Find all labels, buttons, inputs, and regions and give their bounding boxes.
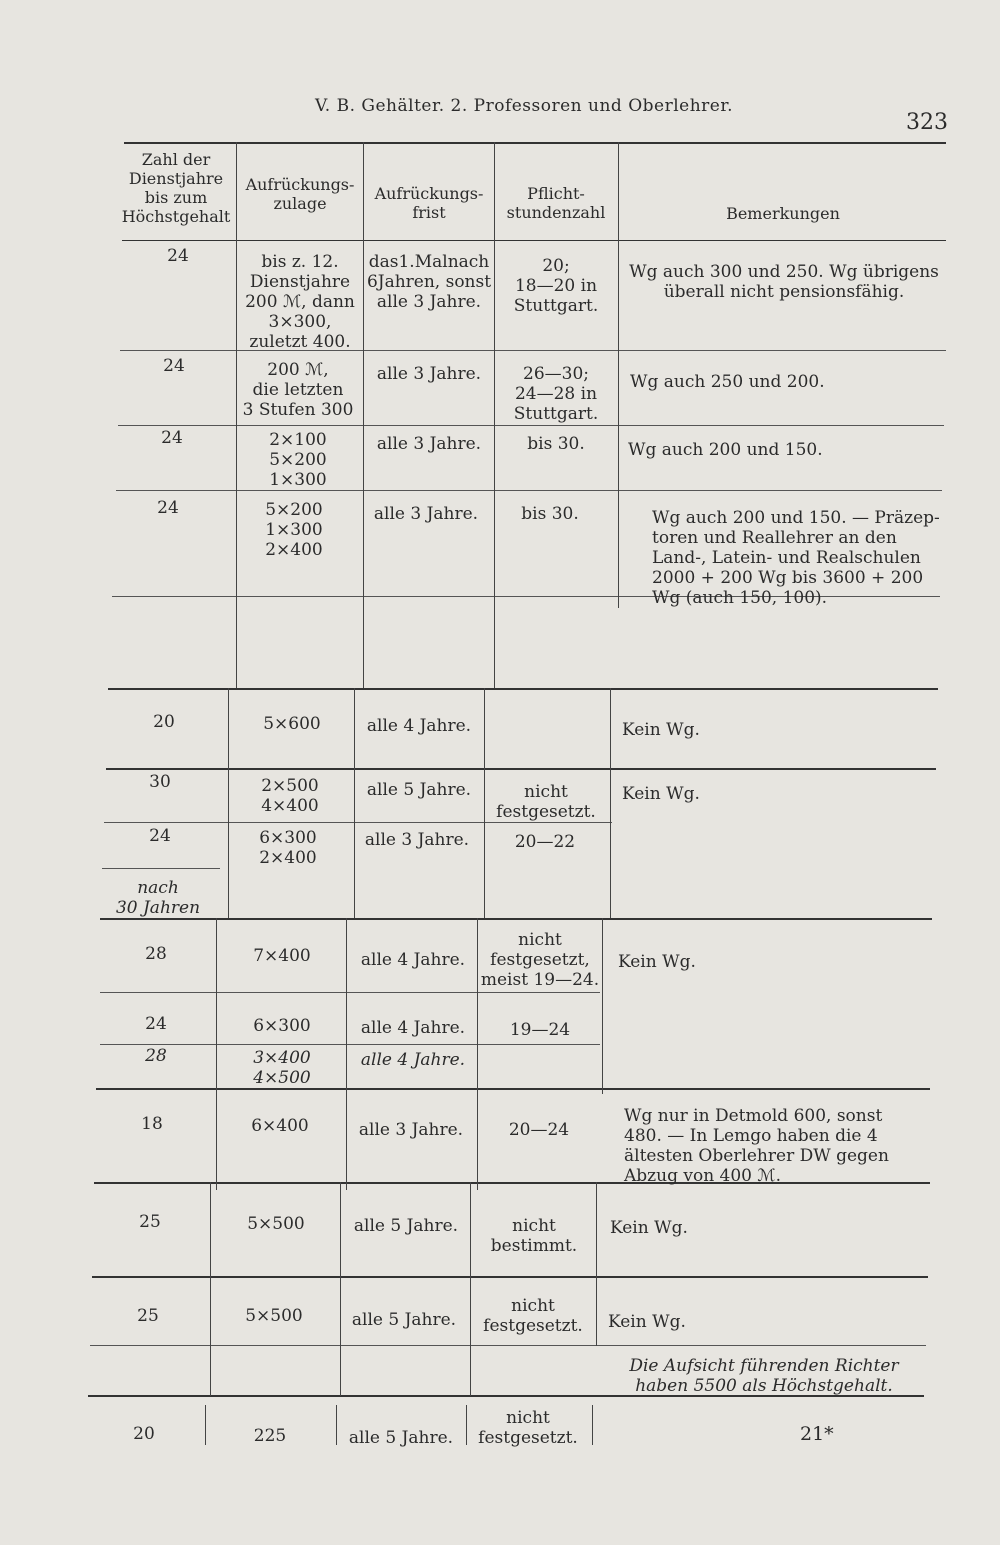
cell-increment: 2×500 4×400: [261, 776, 319, 816]
cell-hours: 20—24: [508, 1120, 570, 1140]
header-increment: Aufrückungs- zulage: [245, 175, 355, 213]
cell-interval: alle 5 Jahre.: [351, 1310, 457, 1330]
header-bottom-rule: [122, 240, 946, 241]
cell-years: 24: [167, 246, 189, 266]
column-rule: [592, 1405, 593, 1445]
cell-years: 25: [139, 1212, 161, 1232]
cell-years: 24: [161, 428, 183, 448]
cell-interval: das1.Malnach 6Jahren, sonst alle 3 Jahre.: [366, 252, 492, 312]
table-top-rule: [124, 142, 946, 144]
cell-hours: bis 30.: [527, 434, 585, 454]
cell-increment: bis z. 12. Dienstjahre 200 ℳ, dann 3×300, zuletzt 400.: [245, 252, 355, 352]
header-years: Zahl der Dienstjahre bis zum Höchstgehalt: [121, 150, 231, 226]
cell-increment: 6×300 2×400: [259, 828, 317, 868]
cell-years: 30: [149, 772, 171, 792]
cell-remarks: Kein Wg.: [610, 1218, 688, 1238]
cell-years: 24: [145, 1014, 167, 1034]
cell-interval: alle 4 Jahre.: [366, 716, 472, 736]
cell-interval: alle 3 Jahre.: [376, 434, 482, 454]
cell-interval: alle 4 Jahre.: [360, 1050, 466, 1070]
printer-signature: 21*: [800, 1423, 834, 1445]
cell-years: 20: [153, 712, 175, 732]
section-rule: [96, 1088, 930, 1090]
cell-remarks: Kein Wg.: [618, 952, 696, 972]
cell-increment: 6×300: [253, 1016, 311, 1036]
column-rule: [610, 688, 611, 918]
column-rule: [210, 1182, 211, 1396]
cell-remarks: Kein Wg.: [622, 784, 700, 804]
column-rule: [346, 918, 347, 1190]
cell-increment: 7×400: [253, 946, 311, 966]
cell-interval: alle 5 Jahre.: [348, 1428, 454, 1448]
cell-interval: alle 3 Jahre.: [376, 364, 482, 384]
cell-interval: alle 4 Jahre.: [360, 950, 466, 970]
row-rule: [90, 1345, 926, 1346]
cell-increment: 5×500: [247, 1214, 305, 1234]
column-rule: [340, 1182, 341, 1396]
cell-hours: 19—24: [509, 1020, 571, 1040]
row-rule: [118, 425, 944, 426]
page-number: 323: [906, 110, 948, 135]
cell-interval: alle 5 Jahre.: [366, 780, 472, 800]
column-rule: [618, 142, 619, 608]
cell-remarks: Die Aufsicht führenden Richter haben 5500 als Höchstgehalt.: [629, 1356, 899, 1396]
cell-hours: nicht bestimmt.: [490, 1216, 578, 1256]
cell-hours: nicht festgesetzt.: [496, 782, 596, 822]
header-hours: Pflicht- stundenzahl: [506, 184, 606, 222]
cell-increment: 3×400 4×500: [253, 1048, 311, 1088]
cell-interval: alle 4 Jahre.: [360, 1018, 466, 1038]
cell-interval: alle 3 Jahre.: [373, 504, 479, 524]
cell-hours: 20; 18—20 in Stuttgart.: [513, 256, 599, 316]
cell-remarks: Kein Wg.: [622, 720, 700, 740]
cell-increment: 200 ℳ, die letzten 3 Stufen 300: [242, 360, 354, 420]
running-head: V. B. Gehälter. 2. Professoren und Oberlehrer.: [315, 96, 734, 116]
row-rule: [104, 822, 612, 823]
cell-years: nach 30 Jahren: [115, 878, 201, 918]
cell-interval: alle 3 Jahre.: [364, 830, 470, 850]
header-remarks: Bemerkungen: [726, 204, 840, 223]
section-rule: [92, 1276, 928, 1278]
cell-hours: nicht festgesetzt.: [483, 1296, 583, 1336]
row-rule: [100, 1044, 600, 1045]
cell-remarks: Kein Wg.: [608, 1312, 686, 1332]
cell-years: 24: [149, 826, 171, 846]
cell-years: 28: [145, 1046, 167, 1066]
column-rule: [354, 688, 355, 918]
cell-increment: 2×100 5×200 1×300: [269, 430, 327, 490]
row-rule: [102, 868, 220, 869]
cell-increment: 5×200 1×300 2×400: [265, 500, 323, 560]
column-rule: [470, 1182, 471, 1396]
cell-increment: 5×600: [263, 714, 321, 734]
cell-hours: nicht festgesetzt, meist 19—24.: [480, 930, 600, 990]
cell-interval: alle 5 Jahre.: [353, 1216, 459, 1236]
section-rule: [106, 768, 936, 770]
section-rule: [100, 918, 932, 920]
cell-hours: nicht festgesetzt.: [478, 1408, 578, 1448]
row-rule: [116, 490, 942, 491]
column-rule: [484, 688, 485, 918]
row-rule: [100, 992, 600, 993]
cell-years: 18: [141, 1114, 163, 1134]
cell-remarks: Wg auch 300 und 250. Wg übrigens überall nicht pensionsfähig.: [629, 262, 939, 302]
cell-hours: 20—22: [514, 832, 576, 852]
section-rule: [108, 688, 938, 690]
cell-remarks: Wg auch 250 und 200.: [630, 372, 825, 392]
header-interval: Aufrückungs- frist: [374, 184, 484, 222]
column-rule: [494, 142, 495, 688]
cell-increment: 225: [253, 1426, 287, 1446]
column-rule: [596, 1182, 597, 1346]
cell-hours: 26—30; 24—28 in Stuttgart.: [513, 364, 599, 424]
cell-hours: bis 30.: [521, 504, 579, 524]
cell-increment: 5×500: [245, 1306, 303, 1326]
column-rule: [336, 1405, 337, 1445]
cell-years: 20: [133, 1424, 155, 1444]
cell-years: 24: [157, 498, 179, 518]
cell-remarks: Wg auch 200 und 150.: [628, 440, 823, 460]
cell-increment: 6×400: [251, 1116, 309, 1136]
cell-years: 25: [137, 1306, 159, 1326]
cell-years: 24: [163, 356, 185, 376]
column-rule: [205, 1405, 206, 1445]
column-rule: [602, 918, 603, 1094]
cell-remarks: Wg nur in Detmold 600, sonst 480. — In Lemgo haben die 4 ältesten Oberlehrer DW gegen Abzug von 400 ℳ.: [624, 1106, 889, 1186]
column-rule: [363, 142, 364, 688]
cell-years: 28: [145, 944, 167, 964]
cell-remarks: Wg auch 200 und 150. — Präzep- toren und Reallehrer an den Land-, Latein- und Realschulen 2000 + 200 Wg bis 3600 + 200 Wg (auch 150, 100).: [652, 508, 940, 608]
column-rule: [216, 918, 217, 1190]
cell-interval: alle 3 Jahre.: [358, 1120, 464, 1140]
